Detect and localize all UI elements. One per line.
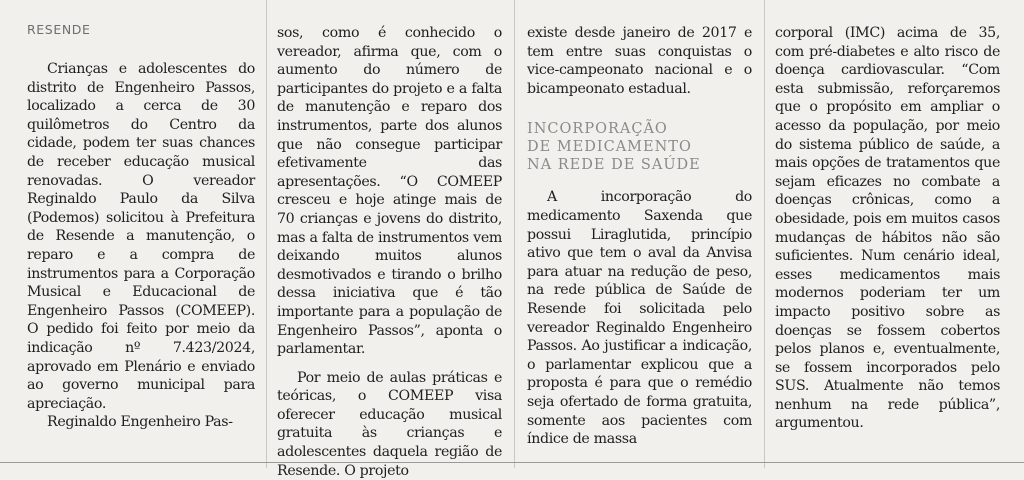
col2-paragraph-2: Por meio de aulas práticas e teóricas, o COMEEP visa oferecer educação musical gratuita às crianças e adolescentes daquela região de Resende. O projeto [277,369,502,479]
bottom-rule [0,462,1024,463]
column-4 [775,0,1000,468]
subheading-line-1: INCORPORAÇÃO [527,121,668,138]
column-divider-3 [764,0,765,468]
col3-paragraph-2: A incorporação do medicamento Saxenda que possui Liraglutida, princípio ativo que tem o aval da Anvisa para atuar na redução de peso, na rede pública de Saúde de Resende foi solicitada pelo vereador Reginaldo Engenheiro Passos. Ao justificar a indicação, o parlamentar explicou que a proposta é para que o remédio seja ofertado de forma gratuita, somente aos pacientes com índice de massa [527,189,752,448]
subheading-line-3: NA REDE DE SAÚDE [527,157,701,174]
column-divider-1 [266,0,267,468]
col1-paragraph-1: Crianças e adolescentes do distrito de Engenheiro Passos, localizado a cerca de 30 quilômetros do Centro da cidade, podem ter suas chances de receber educação musical renovadas. O vereador Reginaldo Paulo da Silva (Podemos) solicitou à Prefeitura de Resende a manutenção, o reparo e a compra de instrumentos para a Corporação Musical e Educacional de Engenheiro Passos (COMEEP). O pedido foi feito por meio da indicação nº 7.423/2024, aprovado em Plenário e enviado ao governo municipal para apreciação. [27,61,255,412]
column-divider-2 [514,0,515,468]
col2-paragraph-1: sos, como é conhecido o vereador, afirma que, com o aumento do número de participantes do projeto e a falta de manutenção e reparo dos instrumentos, parte dos alunos que não consegue participar efetivamente das apresentações. “O COMEEP cresceu e hoje atinge mais de 70 crianças e jovens do distrito, mas a falta de instrumentos vem deixando muitos alunos desmotivados e tirando o brilho dessa iniciativa que é tão importante para a população de Engenheiro Passos”, aponta o parlamentar. [277,25,502,358]
col3-paragraph-1: existe desde janeiro de 2017 e tem entre suas conquistas o vice-campeonato nacional e o bicampeonato estadual. [527,25,752,97]
column-1 [27,0,255,468]
column-2 [277,0,502,479]
subheading [527,120,752,174]
subheading-line-2: DE MEDICAMENTO [527,139,692,156]
col1-paragraph-2: Reginaldo Engenheiro Pas- [47,414,233,431]
col4-paragraph-1: corporal (IMC) acima de 35, com pré-diabetes e alto risco de doença cardiovascular. “Com esta submissão, reforçaremos que o propósito em ampliar o acesso da população, por meio do sistema público de saúde, a mais opções de tratamentos que sejam eficazes no combate a doenças crônicas, como a obesidade, pois em muitos casos mudanças de hábitos não são suficientes. Num cenário ideal, esses medicamentos mais modernos poderiam ter um impacto positivo sobre as doenças se fossem cobertos pelos planos e, eventualmente, se fossem incorporados pelo SUS. Atualmente não temos nenhum na rede pública”, argumentou. [775,25,1000,432]
section-label: RESENDE [27,22,91,37]
column-3 [527,0,752,468]
